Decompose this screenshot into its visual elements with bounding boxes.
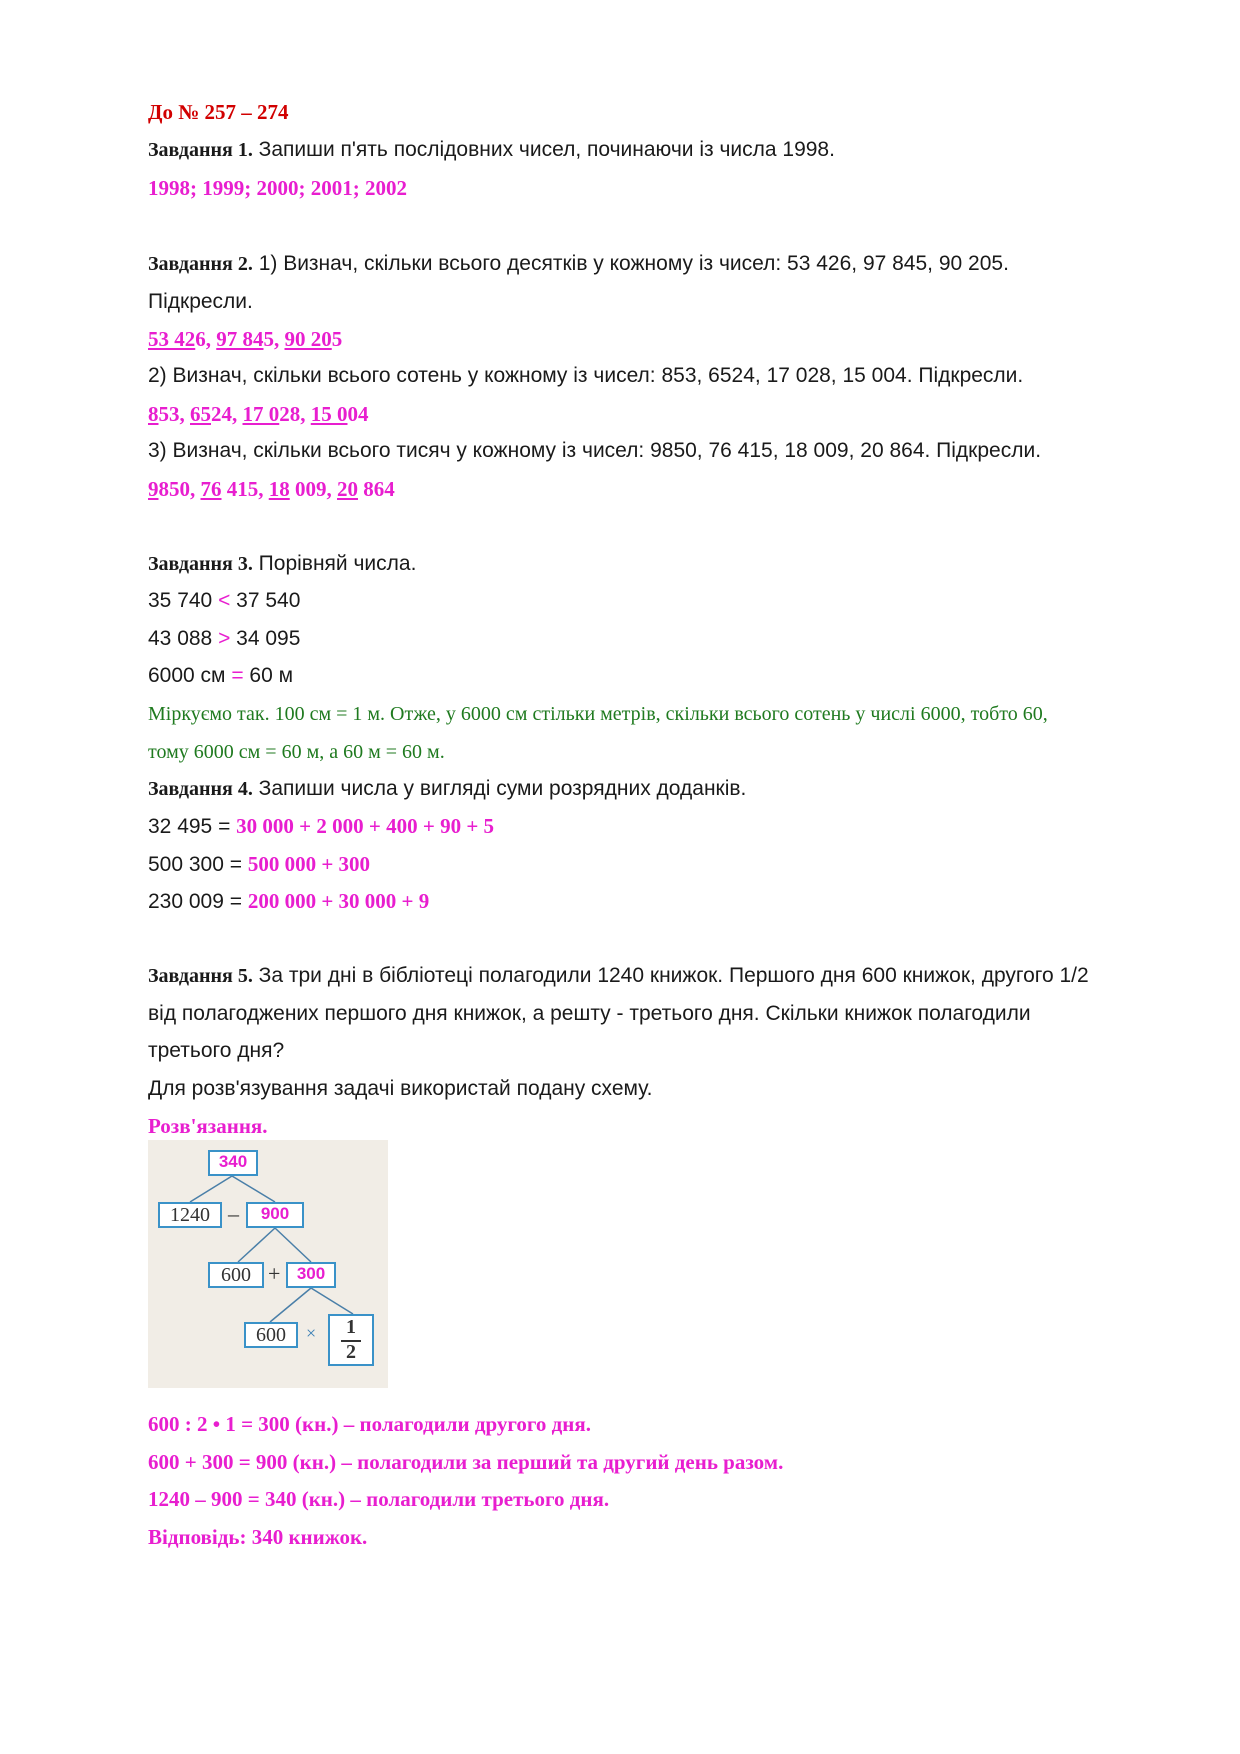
cmp-right: 34 095 (230, 627, 301, 650)
step-1: 600 : 2 • 1 = 300 (кн.) – полагодили другого дня. (148, 1412, 591, 1436)
task5-text4: Для розв'язування задачі використай подану схему. (148, 1077, 653, 1100)
a3-1-r: 415 (221, 477, 259, 501)
a3-3-r: 864 (358, 477, 395, 501)
value-600b: 600 (256, 1324, 286, 1346)
sum-right: 30 000 + 2 000 + 400 + 90 + 5 (236, 814, 495, 838)
task3-label: Завдання 3. (148, 553, 253, 575)
task2-q2: 2) Визнач, скільки всього сотень у кожному із чисел: 853, 6524, 17 028, 15 004. Підкресли. (148, 364, 1024, 387)
task4-text: Запиши числа у вигляді суми розрядних доданків. (252, 777, 747, 800)
task5-label: Завдання 5. (148, 965, 253, 987)
task2-a2: 853, 6524, 17 028, 15 004 (148, 402, 369, 426)
a3-2-r: 009 (289, 477, 327, 501)
a2-3-u: 15 0 (310, 402, 348, 426)
task2-q1: 1) Визнач, скільки всього десятків у кожному із чисел: 53 426, 97 845, 90 205. (258, 252, 1009, 275)
a2-3-r: 04 (347, 402, 369, 426)
cmp-left: 35 740 (148, 589, 219, 612)
task4-row-0 (148, 812, 494, 841)
task3-row-0 (148, 587, 300, 615)
a1-2-u: 90 20 (284, 327, 332, 351)
answer-900: 900 (260, 1204, 290, 1223)
sum-left: 230 009 = (148, 890, 248, 913)
task5-text1: За три дні в бібліотеці полагодили 1240 книжок. Першого дня 600 книжок, другого 1/2 (252, 964, 1089, 987)
a1-1-u: 97 84 (216, 327, 264, 351)
final-answer: Відповідь: 340 книжок. (148, 1525, 368, 1549)
cmp-left: 43 088 (148, 627, 219, 650)
task3-reason-2: тому 6000 см = 60 м, а 60 м = 60 м. (148, 741, 445, 763)
task3-line (148, 550, 416, 578)
a3-0-u: 9 (148, 477, 159, 501)
task4-line (148, 775, 746, 803)
task1-line (148, 136, 835, 164)
value-600a: 600 (221, 1264, 251, 1286)
a3-0-r: 850 (158, 477, 190, 501)
task3-reason-1: Міркуємо так. 100 см = 1 м. Отже, у 6000 см стільки метрів, скільки всього сотень у числі 6000, тобто 60, (148, 703, 1048, 725)
task2-q1-cont: Підкресли. (148, 290, 253, 313)
solution-diagram (148, 1140, 388, 1388)
sum-right: 200 000 + 30 000 + 9 (247, 889, 430, 913)
a2-0-u: 8 (148, 402, 159, 426)
a1-2-r: 5 (331, 327, 343, 351)
a2-1-u: 65 (190, 402, 211, 426)
cmp-right: 37 540 (230, 589, 301, 612)
task5-text3: третього дня? (148, 1039, 285, 1062)
plus-sign: + (268, 1261, 281, 1286)
a2-0-r: 53 (158, 402, 180, 426)
answer-340: 340 (218, 1152, 248, 1171)
task2-q3: 3) Визнач, скільки всього тисяч у кожному із чисел: 9850, 76 415, 18 009, 20 864. Підкресли. (148, 439, 1042, 462)
sum-left: 500 300 = (148, 853, 248, 876)
task1-text: Запиши п'ять послідовних чисел, починаючи із числа 1998. (252, 138, 835, 161)
a2-2-r: 28 (279, 402, 301, 426)
cmp-right: 60 м (243, 664, 294, 687)
minus-sign: – (228, 1201, 239, 1226)
step-3: 1240 – 900 = 340 (кн.) – полагодили третього дня. (148, 1487, 610, 1511)
a3-2-u: 18 (268, 477, 290, 501)
a2-1-r: 24 (211, 402, 232, 426)
cmp-sign: = (231, 664, 244, 687)
answer-300: 300 (296, 1264, 326, 1283)
task4-row-1 (148, 850, 370, 879)
a3-3-u: 20 (337, 477, 358, 501)
task3-row-2 (148, 662, 293, 690)
times-sign: × (306, 1323, 317, 1343)
section-header: До № 257 – 274 (148, 100, 289, 124)
task3-row-1 (148, 625, 300, 653)
solution-label: Розв'язання. (148, 1114, 268, 1138)
fraction-numerator: 1 (346, 1316, 356, 1338)
cmp-sign: > (218, 627, 231, 650)
sum-right: 500 000 + 300 (247, 852, 371, 876)
sum-left: 32 495 = (148, 815, 237, 838)
cmp-sign: < (218, 589, 231, 612)
task5-text2: від полагоджених першого дня книжок, а решту - третього дня. Скільки книжок полагодили (148, 1002, 1031, 1025)
task3-text: Порівняй числа. (252, 552, 417, 575)
a2-2-u: 17 0 (242, 402, 280, 426)
fraction-denominator: 2 (346, 1341, 356, 1363)
task1-answer: 1998; 1999; 2000; 2001; 2002 (148, 176, 407, 200)
a1-0-r: 6 (195, 327, 206, 351)
cmp-left: 6000 см (148, 664, 232, 687)
value-1240: 1240 (170, 1204, 210, 1226)
task2-a3: 9850, 76 415, 18 009, 20 864 (148, 477, 395, 501)
task4-row-2 (148, 887, 429, 916)
task2-a1: 53 426, 97 845, 90 205 (148, 327, 343, 351)
task2-label: Завдання 2. (148, 253, 253, 275)
a1-0-u: 53 42 (148, 327, 196, 351)
step-2: 600 + 300 = 900 (кн.) – полагодили за перший та другий день разом. (148, 1450, 784, 1474)
task4-label: Завдання 4. (148, 778, 253, 800)
a1-1-r: 5 (263, 327, 274, 351)
a3-1-u: 76 (200, 477, 222, 501)
task2-line (148, 250, 1009, 278)
task5-line (148, 962, 1089, 990)
task1-label: Завдання 1. (148, 139, 253, 161)
